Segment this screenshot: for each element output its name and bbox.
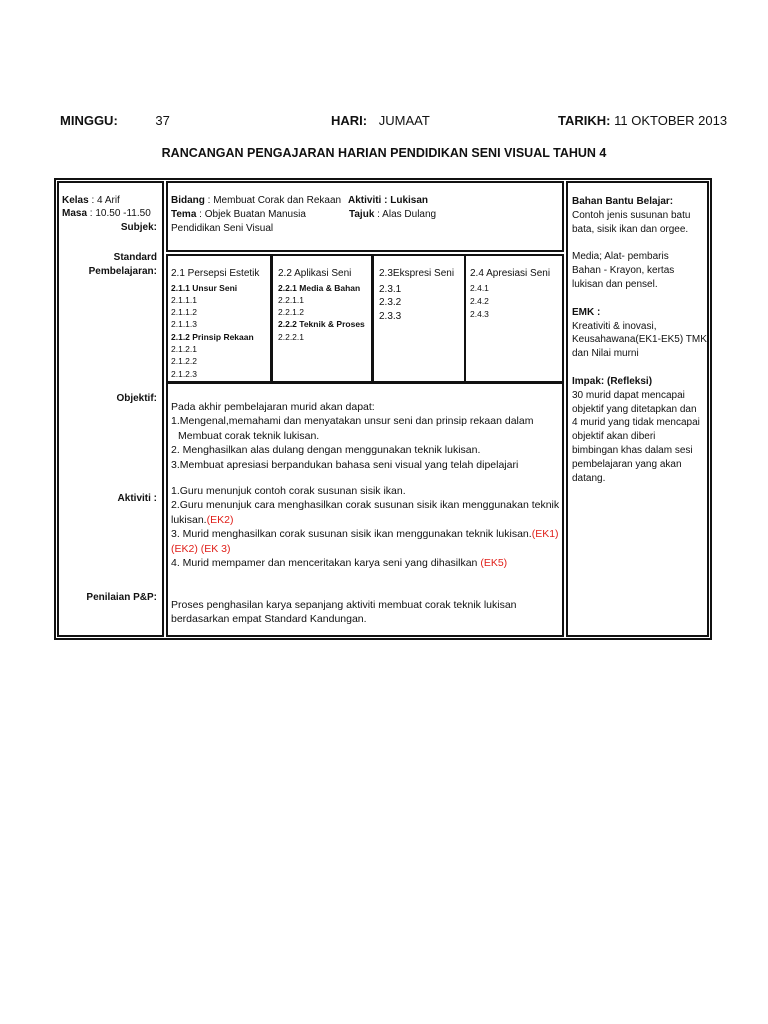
minggu-value: 37 <box>155 113 170 128</box>
standard-items <box>470 282 550 321</box>
standard-item: 2.1.2 Prinsip Rekaan <box>171 331 254 342</box>
kelas-value: : 4 Arif <box>91 195 120 206</box>
standard-heading: 2.4 Apresiasi Seni <box>470 268 551 279</box>
penilaian-line: berdasarkan empat Standard Kandungan. <box>171 613 367 626</box>
standard-item: 2.4.2 <box>470 295 489 306</box>
aktiviti-info-label: Aktiviti <box>348 195 382 206</box>
standard-item: 2.2.1.2 <box>278 307 304 318</box>
standard-item: 2.1.1.1 <box>171 294 197 305</box>
tajuk-row <box>349 209 436 222</box>
aktiviti-text: 3. Murid menghasilkan corak susunan sisik ikan menggunakan teknik lukisan. <box>171 528 532 541</box>
standard-2-4 <box>470 268 550 321</box>
aktiviti-content <box>171 484 559 570</box>
standard-item: 2.2.2.1 <box>278 331 304 342</box>
bahan-line: bata, sisik ikan dan orgee. <box>572 223 689 235</box>
tajuk-label: Tajuk <box>349 209 375 220</box>
standard-item: 2.3.1 <box>379 283 402 295</box>
tema-label: Tema <box>171 209 197 220</box>
impak-line: 30 murid dapat mencapai <box>572 389 685 401</box>
hari-label: HARI: <box>331 113 368 128</box>
standard-heading: 2.2 Aplikasi Seni <box>278 268 352 279</box>
aktiviti-item <box>171 556 559 570</box>
objektif-item: 2. Menghasilkan alas dulang dengan menggunakan teknik lukisan. <box>171 444 481 457</box>
impak-line: datang. <box>572 472 606 484</box>
tarikh-value: 11 OKTOBER 2013 <box>614 113 728 128</box>
objektif-item: Membuat corak teknik lukisan. <box>178 429 320 442</box>
bidang-value: : Membuat Corak dan Rekaan <box>207 195 342 206</box>
document-title: RANCANGAN PENGAJARAN HARIAN PENDIDIKAN SENI VISUAL TAHUN 4 <box>161 146 607 160</box>
media-line: Media; Alat- pembaris <box>572 251 669 263</box>
standard-item: 2.2.1.1 <box>278 294 304 305</box>
penilaian-label: Penilaian P&P: <box>86 592 157 603</box>
standard-heading: 2.3Ekspresi Seni <box>379 268 455 279</box>
ek-tag: (EK2) (EK 3) <box>171 542 231 555</box>
impak-line: objektif akan diberi <box>572 431 656 443</box>
standard-item: 2.4.1 <box>470 282 489 293</box>
bidang-label: Bidang <box>171 195 205 206</box>
impak-line: bimbingan khas dalam sesi <box>572 444 693 456</box>
tema-row <box>171 209 306 222</box>
aktiviti-row <box>348 195 428 208</box>
standard-2-1 <box>171 268 259 380</box>
penilaian-line: Proses penghasilan karya sepanjang aktiviti membuat corak teknik lukisan <box>171 599 517 611</box>
aktiviti-label: Aktiviti : <box>117 493 157 504</box>
standard-item: 2.3.3 <box>379 310 402 322</box>
bahan-label: Bahan Bantu Belajar: <box>572 196 674 207</box>
standard-items <box>171 282 259 380</box>
impak-label: Impak: (Refleksi) <box>572 375 653 387</box>
bidang-row <box>171 195 341 208</box>
minggu-label: MINGGU: <box>60 113 118 128</box>
impak-line: objektif yang ditetapkan dan <box>572 403 697 415</box>
masa-row <box>62 208 151 221</box>
emk-line: dan Nilai murni <box>572 348 639 360</box>
standard-item: 2.1.1.2 <box>171 307 197 318</box>
standard-2-2 <box>278 268 365 343</box>
hari-value: JUMAAT <box>378 113 430 128</box>
emk-line: Keusahawana(EK1-EK5) TMK <box>572 334 707 346</box>
standard-items <box>379 283 454 324</box>
media-line: Bahan - Krayon, kertas <box>572 265 675 277</box>
masa-label: Masa <box>62 208 88 219</box>
objektif-item: 1.Mengenal,memahami dan menyatakan unsur seni dan prinsip rekaan dalam <box>171 415 534 428</box>
media-line: lukisan dan pensel. <box>572 278 658 290</box>
minggu-field <box>60 113 170 128</box>
standard-2-3 <box>379 268 454 323</box>
standard-item: 2.2.2 Teknik & Proses <box>278 319 365 330</box>
objektif-content <box>171 400 533 472</box>
impak-line: 4 murid yang tidak mencapai <box>572 417 700 429</box>
bahan-line: Contoh jenis susunan batu <box>572 209 691 221</box>
aktiviti-text: 4. Murid mempamer dan menceritakan karya seni yang dihasilkan <box>171 557 481 570</box>
standard-item: 2.1.2.2 <box>171 356 197 367</box>
ek-tag: (EK5) <box>480 557 508 570</box>
aktiviti-item: 2.Guru menunjuk cara menghasilkan corak susunan sisik ikan menggunakan teknik <box>171 499 560 512</box>
standard-item: 2.1.1.3 <box>171 319 197 330</box>
standard-label-2: Pembelajaran: <box>88 266 157 277</box>
tarikh-field <box>558 113 727 128</box>
kelas-row <box>62 195 120 208</box>
aktiviti-info-value: : Lukisan <box>384 195 429 206</box>
standard-item: 2.2.1 Media & Bahan <box>278 282 361 293</box>
emk-line: Kreativiti & inovasi, <box>572 320 657 332</box>
standard-item: 2.1.1 Unsur Seni <box>171 282 238 293</box>
standard-items <box>278 282 365 343</box>
standard-label-1: Standard <box>113 252 157 263</box>
standard-item: 2.3.2 <box>379 297 402 309</box>
ek-tag: (EK2) <box>206 513 234 526</box>
impak-line: pembelajaran yang akan <box>572 458 682 470</box>
penilaian-content <box>171 598 517 627</box>
tarikh-label: TARIKH: <box>558 113 611 128</box>
standard-heading: 2.1 Persepsi Estetik <box>171 268 260 279</box>
aktiviti-text: lukisan. <box>171 513 207 526</box>
aktiviti-item <box>171 527 559 541</box>
standard-item: 2.1.2.1 <box>171 344 197 355</box>
tema-value: : Objek Buatan Manusia <box>199 209 306 220</box>
objektif-item: 3.Membuat apresiasi berpandukan bahasa seni visual yang telah dipelajari <box>171 458 519 471</box>
aktiviti-item <box>171 513 559 527</box>
subjek-label: Subjek: <box>120 222 157 233</box>
standard-item: 2.4.3 <box>470 308 489 319</box>
kelas-label: Kelas <box>62 195 89 206</box>
objektif-label: Objektif: <box>116 393 157 404</box>
subjek-value: Pendidikan Seni Visual <box>171 223 274 234</box>
right-content <box>572 195 707 485</box>
masa-value: : 10.50 -11.50 <box>89 208 151 219</box>
left-label-column <box>57 181 164 637</box>
ek-tag: (EK1) <box>531 528 559 541</box>
emk-label: EMK : <box>572 306 601 318</box>
tajuk-value: : Alas Dulang <box>377 209 437 220</box>
aktiviti-item: 1.Guru menunjuk contoh corak susunan sisik ikan. <box>171 485 406 497</box>
standard-item: 2.1.2.3 <box>171 368 197 379</box>
hari-field <box>331 113 430 128</box>
objektif-intro: Pada akhir pembelajaran murid akan dapat: <box>171 401 375 413</box>
